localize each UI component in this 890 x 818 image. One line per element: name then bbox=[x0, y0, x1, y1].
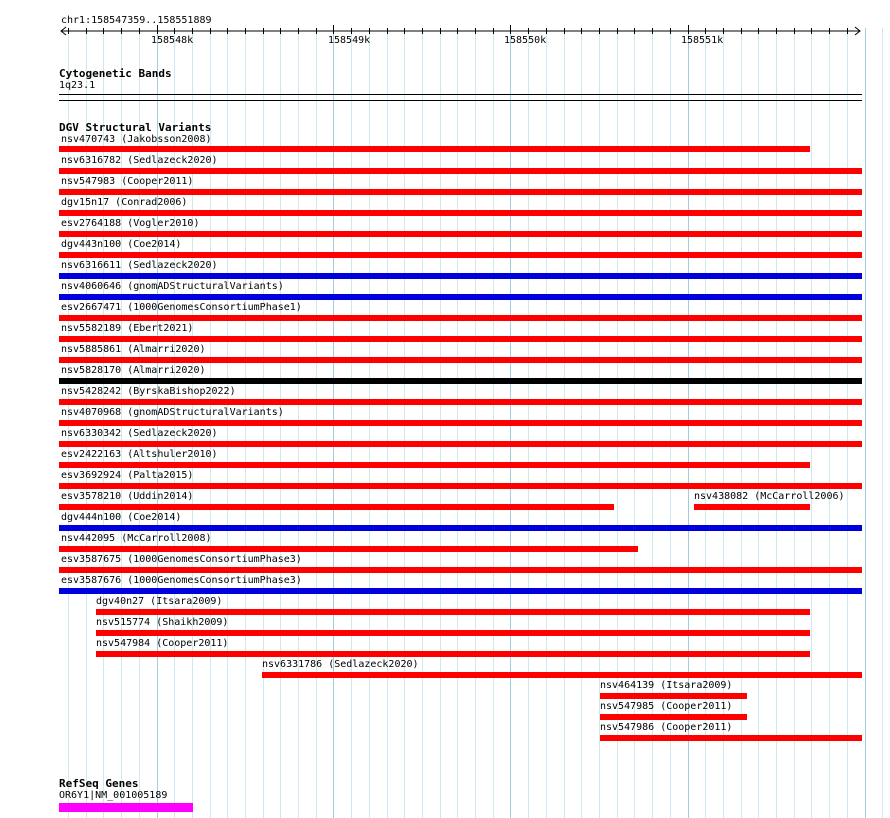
dgv-feature-bar[interactable] bbox=[600, 693, 747, 699]
dgv-feature-label: nsv4060646 (gnomADStructuralVariants) bbox=[61, 281, 284, 292]
dgv-feature-label: nsv6316782 (Sedlazeck2020) bbox=[61, 155, 218, 166]
dgv-feature-label: dgv40n27 (Itsara2009) bbox=[96, 596, 223, 607]
ruler-tick-label: 158551k bbox=[681, 35, 724, 46]
refseq-track-title[interactable]: RefSeq Genes bbox=[59, 777, 139, 790]
dgv-feature-bar[interactable] bbox=[59, 420, 862, 426]
dgv-feature-label: nsv547986 (Cooper2011) bbox=[600, 722, 733, 733]
refseq-gene-label: OR6Y1|NM_001005189 bbox=[59, 790, 168, 801]
dgv-feature-label: esv2667471 (1000GenomesConsortiumPhase1) bbox=[61, 302, 302, 313]
dgv-feature-bar[interactable] bbox=[59, 357, 862, 363]
dgv-feature-label: nsv5885861 (Almarri2020) bbox=[61, 344, 206, 355]
refseq-gene-feature[interactable] bbox=[59, 803, 193, 812]
dgv-feature-bar[interactable] bbox=[96, 630, 810, 636]
track-divider bbox=[59, 100, 862, 101]
dgv-feature-bar[interactable] bbox=[59, 378, 862, 384]
dgv-feature-label: nsv6331786 (Sedlazeck2020) bbox=[262, 659, 419, 670]
dgv-feature-bar[interactable] bbox=[59, 504, 614, 510]
dgv-feature-bar[interactable] bbox=[59, 168, 862, 174]
cytoband-track-title[interactable]: Cytogenetic Bands bbox=[59, 67, 172, 80]
dgv-feature-bar[interactable] bbox=[59, 567, 862, 573]
dgv-feature-bar[interactable] bbox=[59, 315, 862, 321]
dgv-feature-label: esv3587676 (1000GenomesConsortiumPhase3) bbox=[61, 575, 302, 586]
dgv-feature-label: nsv442095 (McCarroll2008) bbox=[61, 533, 212, 544]
dgv-feature-bar[interactable] bbox=[59, 588, 862, 594]
dgv-feature-label: dgv443n100 (Coe2014) bbox=[61, 239, 182, 250]
dgv-feature-label: dgv444n100 (Coe2014) bbox=[61, 512, 182, 523]
dgv-feature-label: esv3587675 (1000GenomesConsortiumPhase3) bbox=[61, 554, 302, 565]
dgv-feature-label: dgv15n17 (Conrad2006) bbox=[61, 197, 188, 208]
dgv-feature-bar[interactable] bbox=[59, 231, 862, 237]
dgv-feature-label: nsv515774 (Shaikh2009) bbox=[96, 617, 229, 628]
dgv-feature-bar[interactable] bbox=[59, 146, 810, 152]
dgv-feature-bar[interactable] bbox=[59, 525, 862, 531]
dgv-feature-label: esv3692924 (Palta2015) bbox=[61, 470, 194, 481]
dgv-feature-label: nsv438082 (McCarroll2006) bbox=[694, 491, 845, 502]
dgv-feature-label: nsv470743 (Jakobsson2008) bbox=[61, 134, 212, 145]
dgv-feature-bar[interactable] bbox=[600, 735, 862, 741]
dgv-feature-bar[interactable] bbox=[59, 252, 862, 258]
dgv-feature-bar[interactable] bbox=[59, 294, 862, 300]
dgv-feature-bar[interactable] bbox=[59, 462, 810, 468]
dgv-feature-bar[interactable] bbox=[96, 651, 810, 657]
dgv-feature-label: esv2422163 (Altshuler2010) bbox=[61, 449, 218, 460]
dgv-feature-label: nsv4070968 (gnomADStructuralVariants) bbox=[61, 407, 284, 418]
dgv-feature-label: nsv6316611 (Sedlazeck2020) bbox=[61, 260, 218, 271]
cytoband-band[interactable] bbox=[59, 94, 862, 95]
dgv-feature-bar[interactable] bbox=[59, 189, 862, 195]
dgv-feature-bar[interactable] bbox=[59, 483, 862, 489]
ruler-tick-label: 158550k bbox=[504, 35, 547, 46]
region-label: chr1:158547359..158551889 bbox=[61, 15, 212, 26]
dgv-feature-label: nsv464139 (Itsara2009) bbox=[600, 680, 733, 691]
dgv-feature-label: nsv5428242 (ByrskaBishop2022) bbox=[61, 386, 236, 397]
dgv-feature-label: nsv547984 (Cooper2011) bbox=[96, 638, 229, 649]
cytoband-label: 1q23.1 bbox=[59, 80, 96, 91]
dgv-track-title[interactable]: DGV Structural Variants bbox=[59, 121, 212, 134]
dgv-feature-bar[interactable] bbox=[96, 609, 810, 615]
dgv-feature-label: esv3578210 (Uddin2014) bbox=[61, 491, 194, 502]
ruler-tick-label: 158548k bbox=[151, 35, 194, 46]
dgv-feature-bar[interactable] bbox=[694, 504, 810, 510]
dgv-feature-label: nsv6330342 (Sedlazeck2020) bbox=[61, 428, 218, 439]
dgv-feature-bar[interactable] bbox=[59, 336, 862, 342]
dgv-feature-label: nsv547983 (Cooper2011) bbox=[61, 176, 194, 187]
dgv-feature-bar[interactable] bbox=[59, 210, 862, 216]
scale-ruler[interactable] bbox=[0, 24, 890, 38]
dgv-feature-label: nsv5828170 (Almarri2020) bbox=[61, 365, 206, 376]
dgv-feature-bar[interactable] bbox=[59, 441, 862, 447]
dgv-feature-label: nsv547985 (Cooper2011) bbox=[600, 701, 733, 712]
dgv-feature-label: nsv5582189 (Ebert2021) bbox=[61, 323, 194, 334]
ruler-tick-label: 158549k bbox=[328, 35, 371, 46]
dgv-feature-bar[interactable] bbox=[262, 672, 862, 678]
dgv-feature-label: esv2764188 (Vogler2010) bbox=[61, 218, 200, 229]
dgv-feature-bar[interactable] bbox=[600, 714, 747, 720]
dgv-feature-bar[interactable] bbox=[59, 546, 638, 552]
dgv-feature-bar[interactable] bbox=[59, 399, 862, 405]
dgv-feature-bar[interactable] bbox=[59, 273, 862, 279]
